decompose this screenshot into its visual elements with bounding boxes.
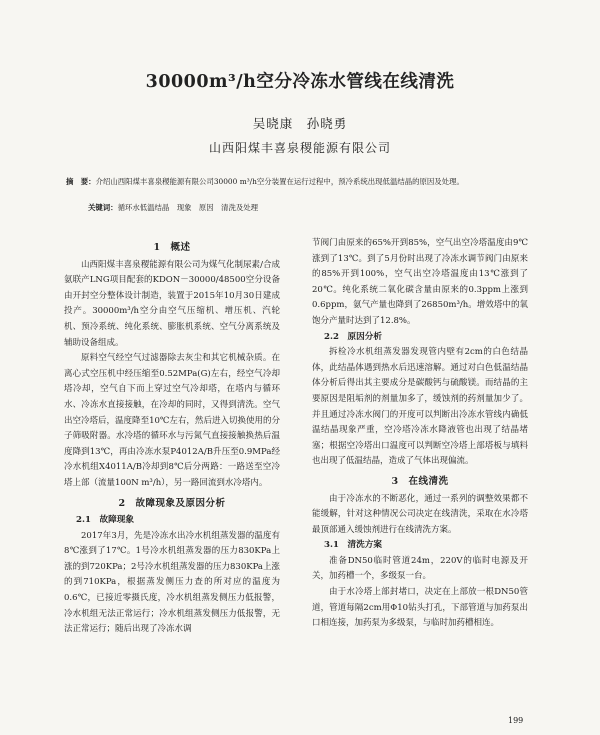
- continued-paragraph: 节阀门由原来的65%开到85%，空气出空冷塔温度由9℃涨到了13℃。到了5月份时出现了冷冻水调节阀门由原来的85%开到100%，空气出空冷塔温度由13℃涨到了20℃。纯化系统二氧化碳含量由原来的0.3ppm上涨到0.6ppm，氨气产量也降到了26850m³/h。增效塔中的氧饱分产量时达到了12.8%。: [312, 238, 528, 326]
- right-column: [312, 236, 528, 632]
- authors: 吴晓康 孙晓勇: [252, 116, 348, 131]
- keywords: [88, 202, 528, 214]
- left-column: [64, 236, 280, 638]
- section-2-heading: 2 故障现象及原因分析: [118, 497, 226, 509]
- section-2-2-heading: 2.2 原因分析: [324, 331, 382, 342]
- affiliation: 山西阳煤丰喜泉稷能源有限公司: [208, 141, 391, 155]
- section-3-1-heading: 3.1 清洗方案: [324, 540, 382, 551]
- section-2-2-paragraph: 拆检冷水机组蒸发器发现管内壁有2cm的白色结晶体，此结晶体遇到热水后迅速溶解。通过对白色低温结晶体分析后得出其主要成分是碳酸钙与硫酸镁。而结晶的主要原因是阻垢剂的剂量加多了，缓蚀剂的药剂量加少了。并且通过冷冻水阀门的开度可以判断出冷冻水管线内确低温结晶现象严重，空冷塔冷冻水降液管也出现了结晶堵塞；根据空冷塔出口温度可以判断空冷塔上部塔板与填料也出现了低温结晶，造成了气体出现偏流。: [312, 347, 528, 467]
- section-3-1-paragraph-2: 由于水冷塔上部封堵口，决定在上部放一根DN50管道，管道每隔2cm用Φ10钻头打孔，下部管道与加药泵出口相连接，加药泵为多级泵，与临时加药槽相连。: [312, 587, 528, 629]
- section-1-paragraph-2: 原料空气经空气过滤器除去灰尘和其它机械杂质。在离心式空压机中经压缩至0.52MPa(G)左右，经空气冷却塔冷却，空气自下而上穿过空气冷却塔，在塔内与循环水、冷冻水直接接触，在冷却的同时，又得到清洗。空气出空冷塔后，温度降至10℃左右，然后进入切换使用的分子筛吸附器。水冷塔的循环水与污氮气直接接触换热后温度降到13℃，再由冷冻水泵P4012A/B升压至0.9MPa经冷水机组X4011A/B冷却到8℃后分两路：一路送至空冷塔上部（流量100N m³/h），另一路回流到水冷塔内。: [64, 353, 280, 488]
- abstract-text: 介绍山西阳煤丰喜泉稷能源有限公司30000 m³/h空分装置在运行过程中，预冷系统出现低温结晶的原因及处理。: [95, 177, 464, 186]
- section-3-paragraph: 由于冷冻水的不断恶化，通过一系列的调整效果都不能缓解，针对这种情况公司决定在线清洗，采取在水冷塔最顶部通入缓蚀剂进行在线清洗方案。: [312, 493, 528, 535]
- section-3-1-paragraph-1: 准备DN50临时管道24m，220V的临时电源及开关，加药槽一个，多级泵一台。: [312, 555, 528, 582]
- section-2-1-heading: 2.1 故障现象: [76, 515, 134, 526]
- section-3-heading: 3 在线清洗: [391, 475, 449, 487]
- section-2-1-paragraph: 2017年3月，先是冷冻水出冷水机组蒸发器的温度有8℃涨到了17℃。1号冷水机组蒸发器的压力830KPa上涨的到720KPa；2号冷水机组蒸发器的压力830KPa上涨的到710KPa，根据蒸发侧压力查的所对应的温度为0.6℃，已接近零摄氏度，冷水机组蒸发侧压力低报警，冷水机组无法正常运行；冷水机组蒸发侧压力低报警，无法正常运行；随后出现了冷冻水调: [64, 530, 280, 635]
- abstract: [66, 176, 532, 188]
- keywords-text: 循环水低温结晶 现象 原因 清洗及处理: [117, 203, 259, 212]
- section-1-heading: 1 概述: [153, 242, 191, 253]
- abstract-label: 摘 要：: [66, 177, 96, 186]
- keywords-label: 关键词：: [88, 203, 118, 212]
- paper-title: 30000m³/h空分冷冻水管线在线清洗: [145, 72, 455, 92]
- section-1-paragraph-1: 山西阳煤丰喜泉稷能源有限公司为煤气化制尿素/合成氨联产LNG项目配套的KDON－30000/48500空分设备由开封空分整体设计制造，装置于2015年10月30日建成投产。30000m³/h空分由空气压缩机、增压机、汽轮机、预冷系统、纯化系统、膨胀机系统、空气分离系统及辅助设备组成。: [64, 259, 280, 348]
- page-number: 199: [508, 716, 524, 725]
